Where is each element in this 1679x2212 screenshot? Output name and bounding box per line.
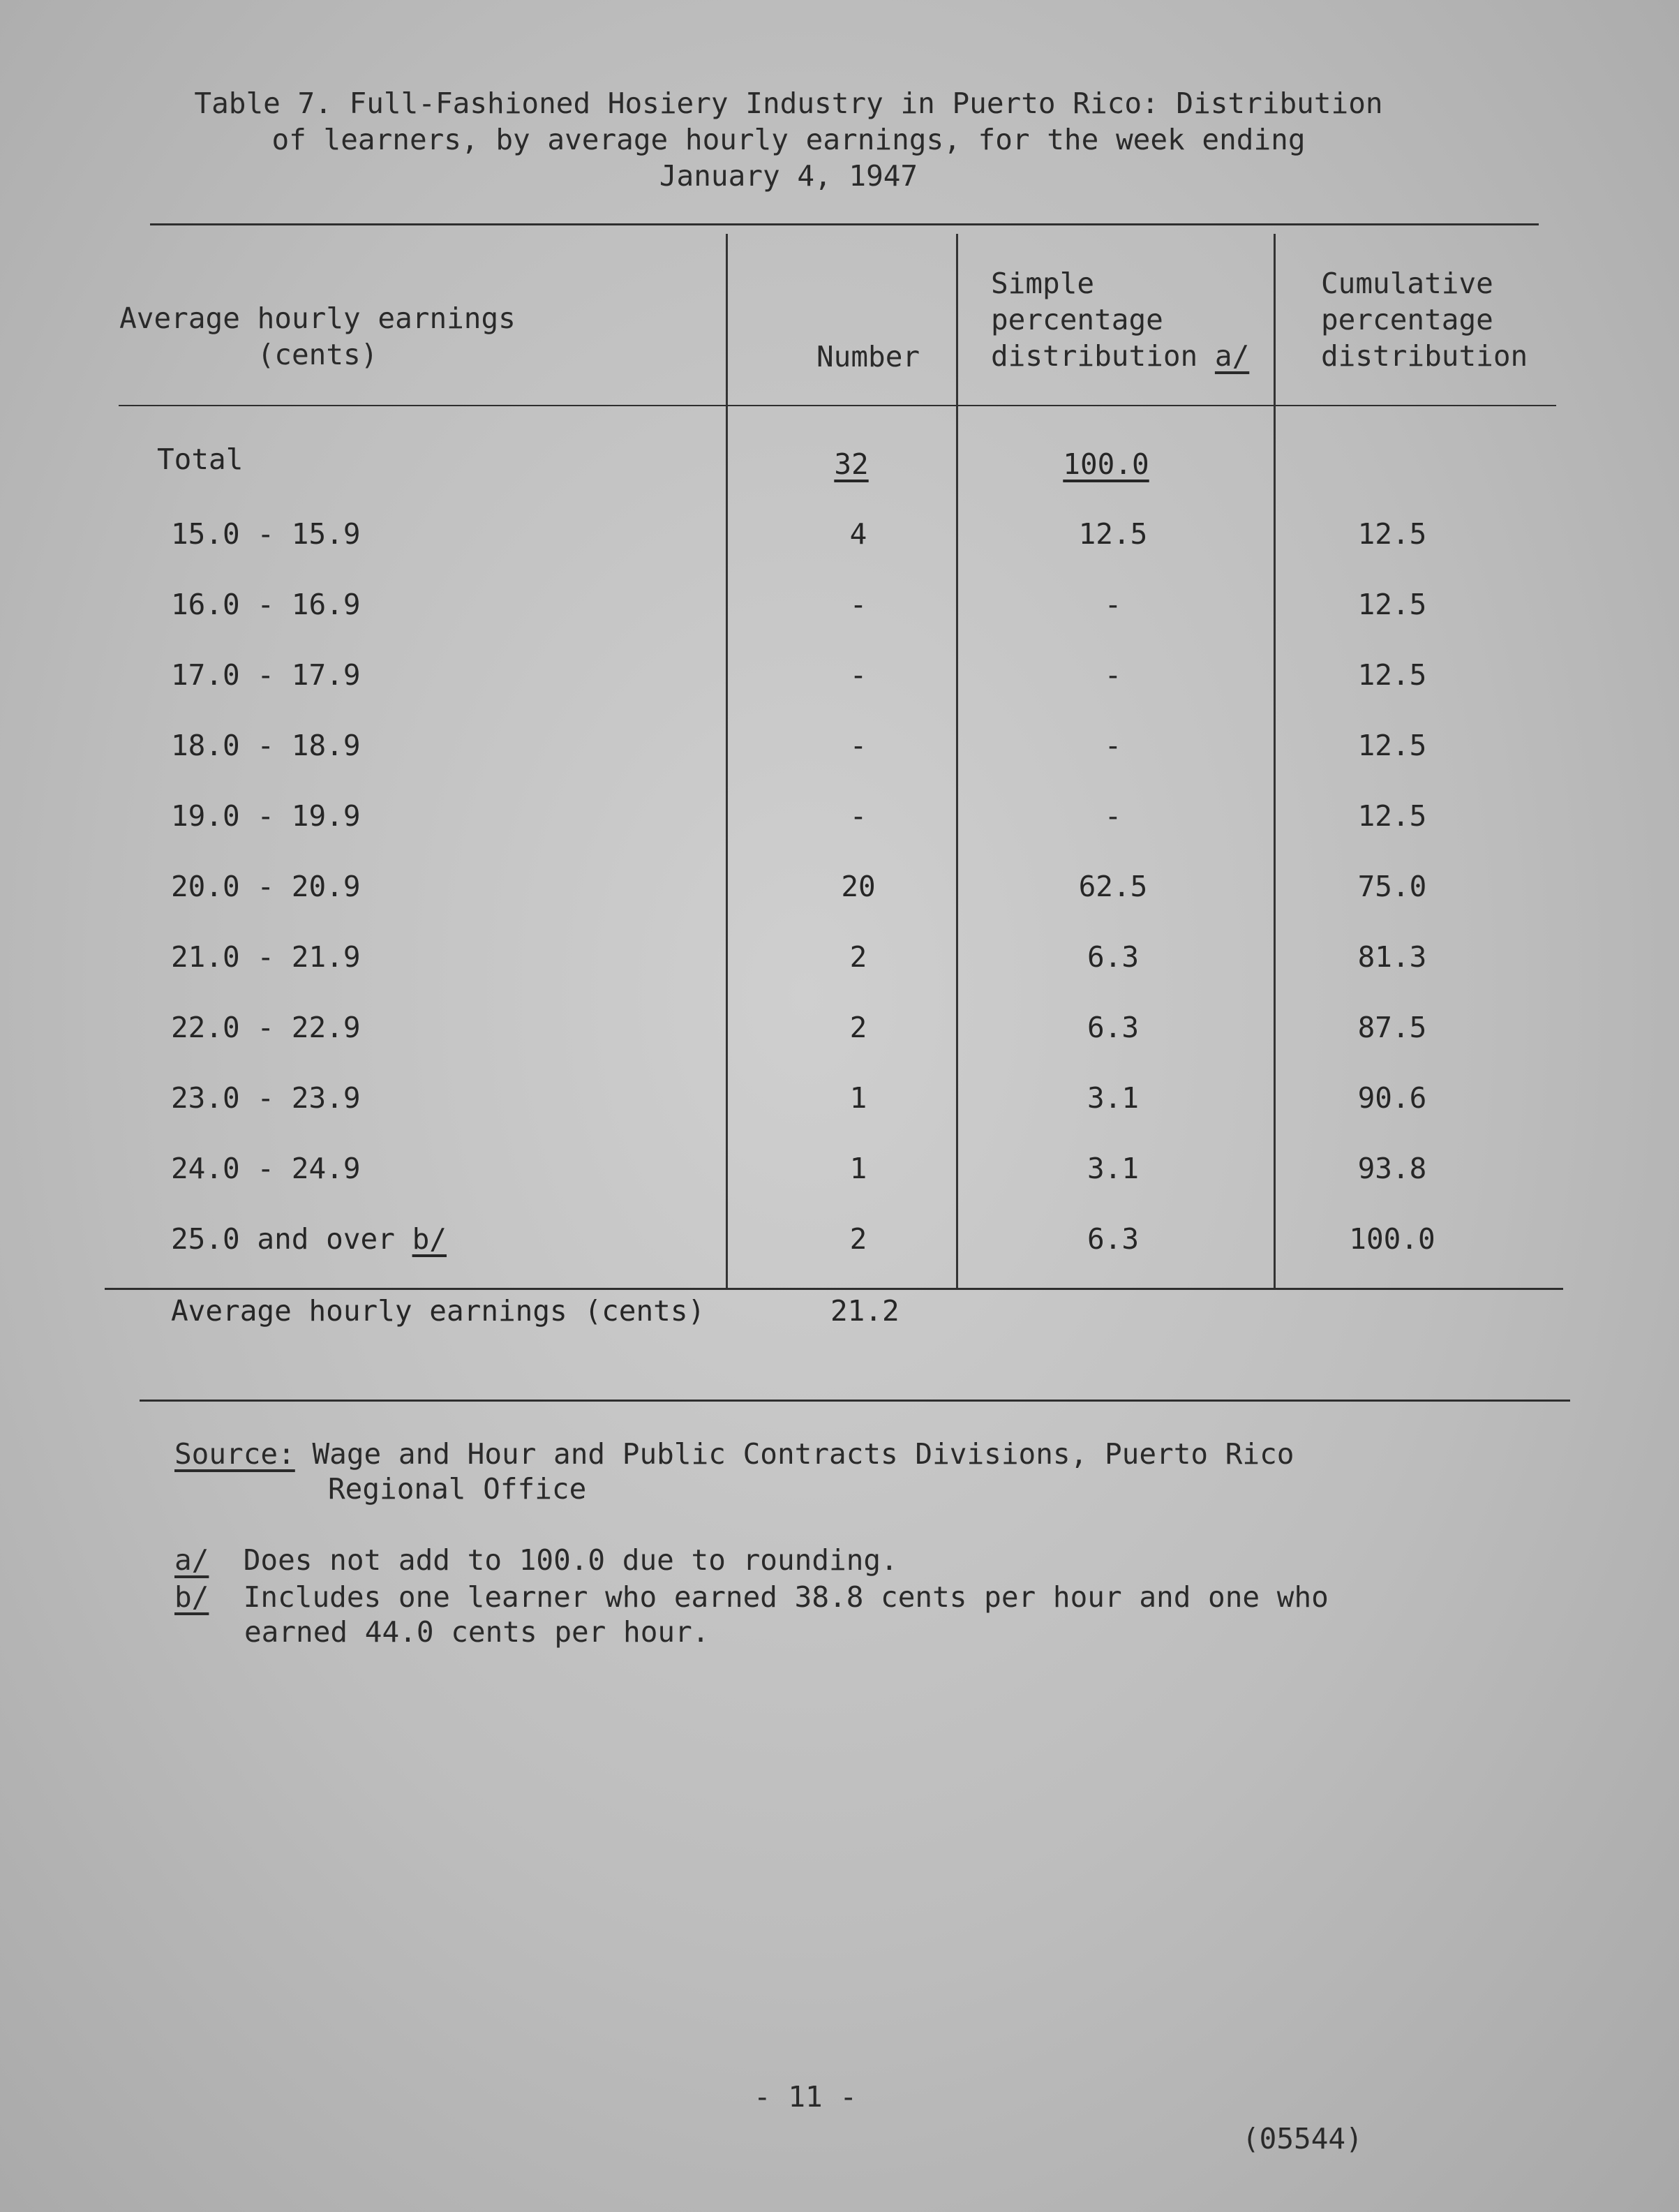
footnote-ref-b: b/ xyxy=(412,1222,447,1256)
cumulative-percentage-cell: 81.3 xyxy=(1357,940,1427,974)
number-cell: 2 xyxy=(849,940,867,974)
number-cell: 2 xyxy=(849,1222,867,1256)
footer-rule xyxy=(140,1400,1570,1402)
simple-percentage-cell: 6.3 xyxy=(1087,1222,1140,1256)
table-bottom-rule xyxy=(105,1288,1563,1290)
top-rule xyxy=(150,223,1539,225)
title-line-1: Table 7. Full-Fashioned Hosiery Industry in Puerto Rico: Distribution xyxy=(194,87,1383,120)
earnings-range: 16.0 - 16.9 xyxy=(171,588,361,621)
header-rule xyxy=(119,405,1556,406)
simple-percentage-cell: 6.3 xyxy=(1087,940,1140,974)
number-cell: - xyxy=(849,799,867,833)
document-code: (05544) xyxy=(1242,2122,1363,2155)
source-line-2: Regional Office xyxy=(328,1472,587,1506)
earnings-range: 23.0 - 23.9 xyxy=(171,1081,361,1115)
number-cell: 20 xyxy=(841,870,876,903)
title-line-3: January 4, 1947 xyxy=(659,159,918,193)
cumulative-percentage-cell: 12.5 xyxy=(1357,588,1427,621)
simple-percentage-cell: 12.5 xyxy=(1078,517,1148,551)
header-earnings: Average hourly earnings (cents) xyxy=(119,302,516,371)
cumulative-percentage-cell: 100.0 xyxy=(1349,1222,1435,1256)
earnings-range: 17.0 - 17.9 xyxy=(171,658,361,692)
earnings-range: 24.0 - 24.9 xyxy=(171,1152,361,1185)
total-simple: 100.0 xyxy=(1063,447,1149,481)
header-cumulative-percentage: Cumulative percentage distribution xyxy=(1321,267,1528,373)
col-divider-3 xyxy=(1274,234,1276,1288)
simple-percentage-cell: - xyxy=(1104,729,1122,762)
simple-percentage-cell: 6.3 xyxy=(1087,1011,1140,1044)
average-value: 21.2 xyxy=(830,1294,900,1328)
simple-percentage-cell: - xyxy=(1104,658,1122,692)
total-label: Total xyxy=(157,443,244,476)
number-cell: 1 xyxy=(849,1152,867,1185)
earnings-range: 21.0 - 21.9 xyxy=(171,940,361,974)
source-line-1: Wage and Hour and Public Contracts Divisions, Puerto Rico xyxy=(312,1437,1294,1471)
header-simple-percentage: Simple percentage distribution a/ xyxy=(991,267,1250,373)
cumulative-percentage-cell: 12.5 xyxy=(1357,517,1427,551)
cumulative-percentage-cell: 90.6 xyxy=(1357,1081,1427,1115)
earnings-range: 18.0 - 18.9 xyxy=(171,729,361,762)
header-number: Number xyxy=(816,340,920,373)
average-label: Average hourly earnings (cents) xyxy=(171,1294,706,1328)
number-cell: - xyxy=(849,729,867,762)
footnote-ref-a: a/ xyxy=(1214,339,1250,373)
cumulative-percentage-cell: 12.5 xyxy=(1357,658,1427,692)
earnings-range: 15.0 - 15.9 xyxy=(171,517,361,551)
simple-percentage-cell: - xyxy=(1104,588,1122,621)
earnings-range: 19.0 - 19.9 xyxy=(171,799,361,833)
simple-percentage-cell: 3.1 xyxy=(1087,1152,1140,1185)
title-line-2: of learners, by average hourly earnings, for the week ending xyxy=(271,123,1306,156)
cumulative-percentage-cell: 12.5 xyxy=(1357,799,1427,833)
earnings-range: 25.0 and over b/ xyxy=(171,1222,447,1256)
number-cell: 4 xyxy=(849,517,867,551)
table-title xyxy=(126,85,1452,194)
total-number: 32 xyxy=(834,447,869,481)
earnings-range: 22.0 - 22.9 xyxy=(171,1011,361,1044)
col-divider-1 xyxy=(726,234,728,1288)
cumulative-percentage-cell: 75.0 xyxy=(1357,870,1427,903)
number-cell: - xyxy=(849,588,867,621)
footnote-a: a/ Does not add to 100.0 due to rounding. xyxy=(174,1543,898,1577)
col-divider-2 xyxy=(956,234,958,1288)
cumulative-percentage-cell: 12.5 xyxy=(1357,729,1427,762)
simple-percentage-cell: 3.1 xyxy=(1087,1081,1140,1115)
source-label: Source: xyxy=(174,1437,295,1471)
simple-percentage-cell: 62.5 xyxy=(1078,870,1148,903)
number-cell: 2 xyxy=(849,1011,867,1044)
footnote-b: b/ Includes one learner who earned 38.8 cents per hour and one who earned 44.0 cents per hour. xyxy=(174,1580,1329,1649)
number-cell: 1 xyxy=(849,1081,867,1115)
earnings-range: 20.0 - 20.9 xyxy=(171,870,361,903)
cumulative-percentage-cell: 87.5 xyxy=(1357,1011,1427,1044)
cumulative-percentage-cell: 93.8 xyxy=(1357,1152,1427,1185)
simple-percentage-cell: - xyxy=(1104,799,1122,833)
source-note xyxy=(174,1437,1294,1506)
number-cell: - xyxy=(849,658,867,692)
page-number: - 11 - xyxy=(754,2080,858,2114)
